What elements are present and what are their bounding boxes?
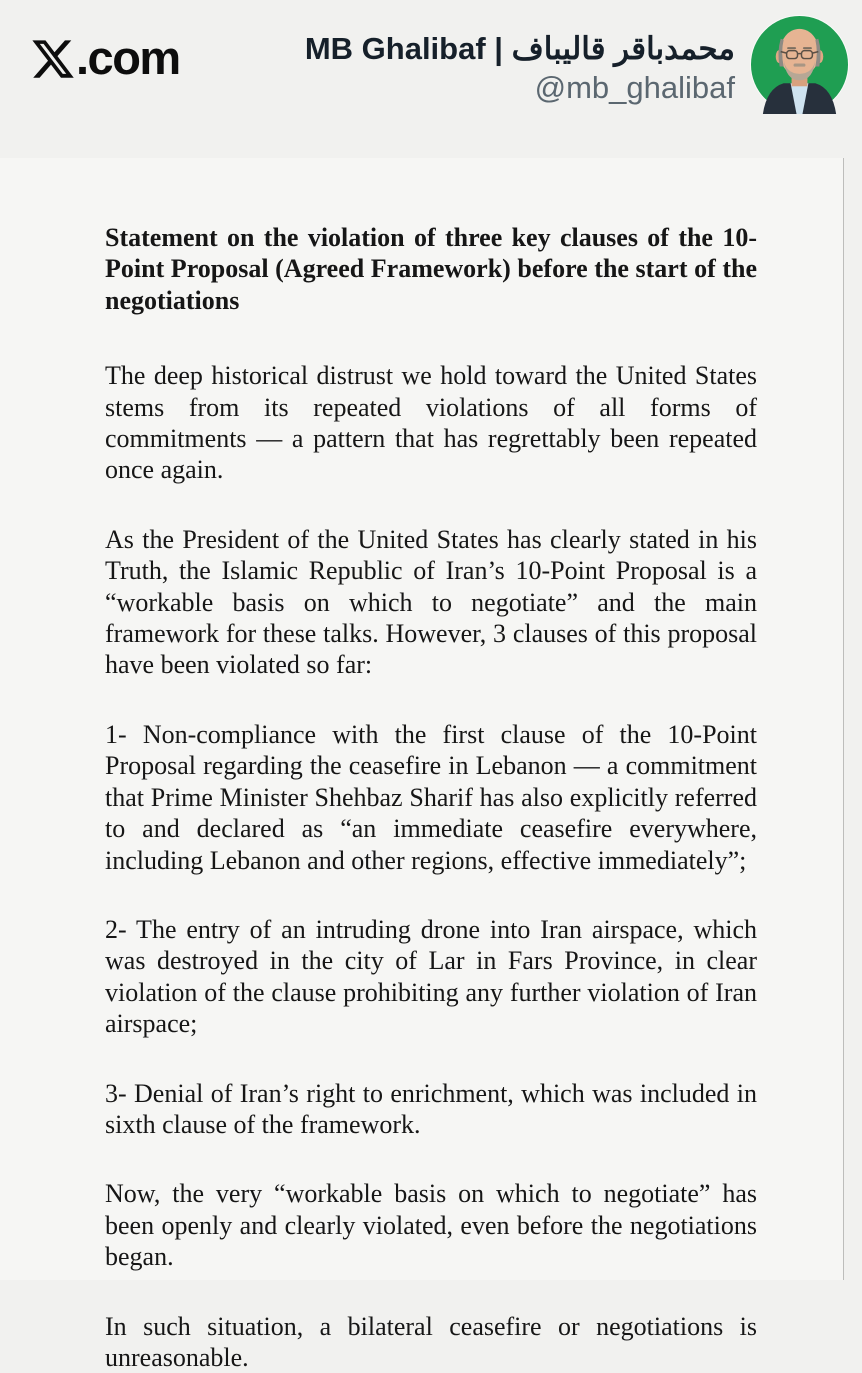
x-com-logo[interactable] xyxy=(30,30,180,85)
x-logo-icon xyxy=(30,34,76,82)
statement-paragraph: In such situation, a bilateral ceasefire or negotiations is unreasonable. xyxy=(105,1311,757,1372)
statement-document xyxy=(0,158,844,1372)
post-header xyxy=(0,0,862,158)
statement-paragraph: Now, the very “workable basis on which to negotiate” has been openly and clearly violated, even before the negotiations began. xyxy=(105,1179,757,1272)
logo-suffix-text: .com xyxy=(76,31,180,84)
statement-paragraph: As the President of the United States has clearly stated in his Truth, the Islamic Republic of Iran’s 10-Point Proposal is a “workable basis on which to negotiate” and the main framework for these talks. However, 3 clauses of this proposal have been violated so far: xyxy=(105,524,757,680)
avatar[interactable] xyxy=(750,15,849,114)
person-avatar-icon xyxy=(750,15,849,114)
statement-title: Statement on the violation of three key clauses of the 10-Point Proposal (Agreed Framework) before the start of the negotiations xyxy=(105,223,757,315)
profile-handle[interactable]: @mb_ghalibaf xyxy=(534,70,735,105)
statement-paragraph: The deep historical distrust we hold toward the United States stems from its repeated violations of all forms of commitments — a pattern that has regrettably been repeated once again. xyxy=(105,361,757,485)
statement-paragraph: 1- Non-compliance with the first clause of the 10-Point Proposal regarding the ceasefire in Lebanon — a commitment that Prime Minister Shehbaz Sharif has also explicitly referred to and declared as “an immediate ceasefire everywhere, including Lebanon and other regions, effective immediately”; xyxy=(105,719,757,875)
profile-block xyxy=(305,30,735,108)
statement-paragraph: 3- Denial of Iran’s right to enrichment, which was included in sixth clause of the framework. xyxy=(105,1078,757,1139)
profile-display-name[interactable]: محمدباقر قالیباف | MB Ghalibaf xyxy=(304,31,735,66)
statement-paragraph: 2- The entry of an intruding drone into Iran airspace, which was destroyed in the city of Lar in Fars Province, in clear violation of the clause prohibiting any further violation of Iran airspace; xyxy=(105,914,757,1039)
